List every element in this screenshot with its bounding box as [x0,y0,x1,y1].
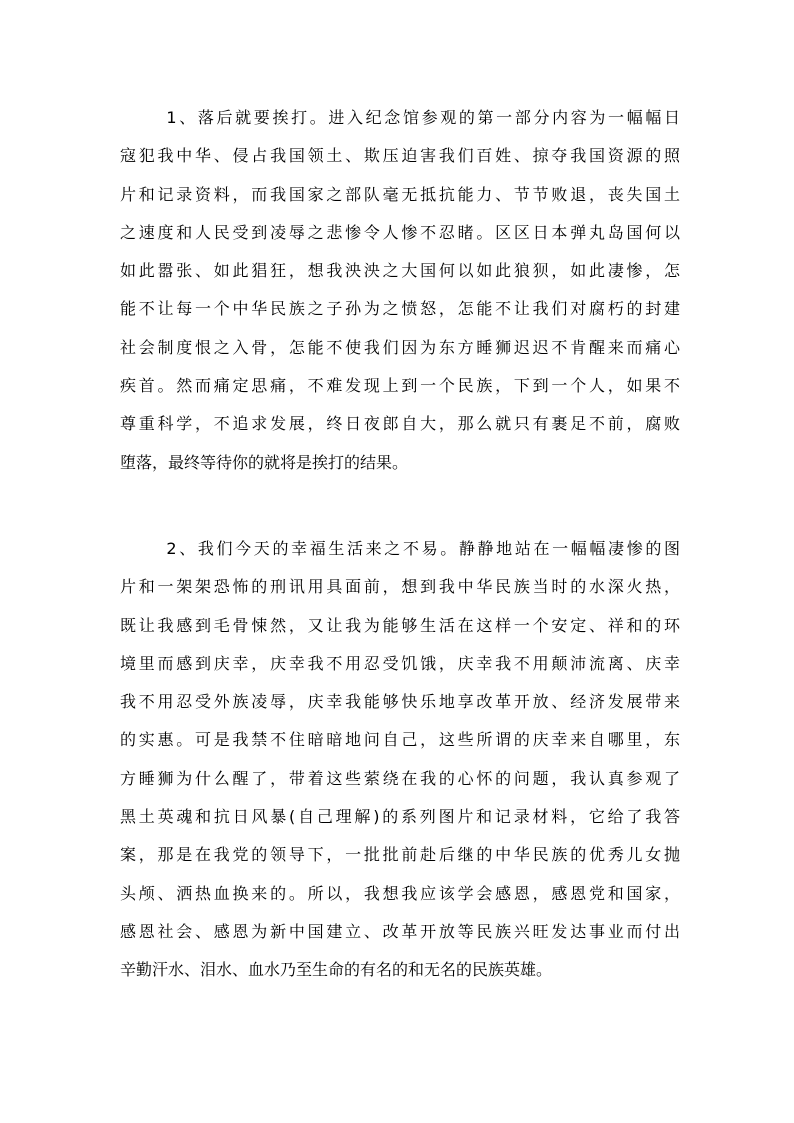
text-line: 头颅、洒热血换来的。所以，我想我应该学会感恩，感恩党和国家， [120,883,680,903]
text-line: 片和一架架恐怖的刑讯用具面前，想到我中华民族当时的水深火热， [120,577,680,597]
text-line: 寇犯我中华、侵占我国领土、欺压迫害我们百姓、掠夺我国资源的照 [120,146,680,166]
text-line: 社会制度恨之入骨，怎能不使我们因为东方睡狮迟迟不肯醒来而痛心 [120,337,680,357]
text-line: 疾首。然而痛定思痛，不难发现上到一个民族，下到一个人，如果不 [120,376,680,396]
text-line: 的实惠。可是我禁不住暗暗地问自己，这些所谓的庆幸来自哪里，东 [120,730,680,750]
text-line: 2、我们今天的幸福生活来之不易。静静地站在一幅幅凄惨的图 [120,539,680,558]
text-line: 我不用忍受外族凌辱，庆幸我能够快乐地享改革开放、经济发展带来 [120,692,680,712]
text-line: 境里而感到庆幸，庆幸我不用忍受饥饿，庆幸我不用颠沛流离、庆幸 [120,653,680,673]
text-line: 感恩社会、感恩为新中国建立、改革开放等民族兴旺发达事业而付出 [120,921,680,941]
text-line: 尊重科学，不追求发展，终日夜郎自大，那么就只有裹足不前，腐败 [120,414,680,434]
text-line: 之速度和人民受到凌辱之悲惨令人惨不忍睹。区区日本弹丸岛国何以 [120,222,680,242]
text-line: 如此嚣张、如此猖狂，想我泱泱之大国何以如此狼狈，如此凄惨，怎 [120,261,680,281]
text-line: 黑土英魂和抗日风暴(自己理解)的系列图片和记录材料，它给了我答 [120,807,680,827]
text-line: 1、落后就要挨打。进入纪念馆参观的第一部分内容为一幅幅日 [120,108,680,127]
text-line: 片和记录资料，而我国家之部队毫无抵抗能力、节节败退，丧失国土 [120,184,680,204]
text-line: 堕落，最终等待你的就将是挨打的结果。 [120,452,409,472]
text-line: 案，那是在我党的领导下，一批批前赴后继的中华民族的优秀儿女抛 [120,845,680,865]
text-line: 能不让每一个中华民族之子孙为之愤怒，怎能不让我们对腐朽的封建 [120,299,680,319]
paragraph-2 [120,530,680,990]
text-line: 辛勤汗水、泪水、血水乃至生命的有名的和无名的民族英雄。 [120,960,553,980]
text-line: 既让我感到毛骨悚然，又让我为能够生活在这样一个安定、祥和的环 [120,615,680,635]
paragraph-1 [120,99,680,482]
text-line: 方睡狮为什么醒了，带着这些萦绕在我的心怀的问题，我认真参观了 [120,768,680,788]
